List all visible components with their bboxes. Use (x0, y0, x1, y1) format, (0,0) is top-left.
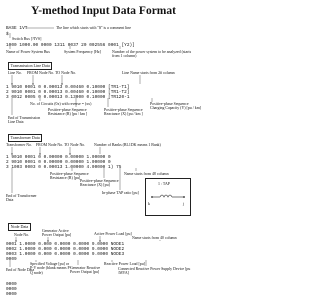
header-line-1: BASE 1VT (6, 26, 28, 31)
footer-line: 0000 (6, 292, 17, 297)
reactive-cap-label: Connected Reactive Power Supply Device [pu /MVA] (118, 267, 191, 276)
transformer-section-header: Transformer Data (8, 134, 42, 142)
footer-line: 0000 (6, 287, 17, 292)
name-of-bus: Name of Power System Bus (6, 50, 50, 54)
transmission-section-header: Transmission Line Data (8, 62, 52, 70)
node-row: 0002 1.0000 0.000 0.0000 0.0000 9.0000 NODE2 (6, 247, 125, 252)
transmission-row: 3 0012 0005 0 0.00013 0.13000 0.10000 [TR120-1 (6, 95, 130, 100)
line-to-label: TO Node No. (55, 71, 77, 75)
node-row: 0003 1.0000 0.000 0.0000 0.0000 9.0000 NODE3 (6, 252, 125, 257)
tf-banks-label: Number of Banks (BL1DK means 1 Bank) (94, 143, 161, 147)
tf-to-label: TO Node No. (64, 143, 86, 147)
tf-no-label: Transformer No. (6, 143, 33, 147)
line-from-label: FROM Node No. (27, 71, 55, 75)
node-row: 0001 1.0000 0.000 0.0000 0.0000 9.0000 NODE1 (6, 242, 125, 247)
end-of-transformer: End of Transformer Data (6, 194, 37, 203)
active-load-label: Active Power Load [pu] (94, 232, 132, 236)
end-of-node: End of Node Data (6, 268, 35, 272)
coil-j-label: j (183, 202, 185, 206)
coil-k-label: k (148, 202, 150, 206)
line-positive-b: Positive-phase Sequence Charging Capacity (Y) [pu / km] (150, 102, 202, 111)
transformer-row: 1 9010 0001 0 0.00000 0.00000 1.00000 0 (6, 155, 111, 160)
line-no-label: Line No. (8, 71, 22, 75)
coil-tap-label: 1 : TAP (158, 182, 170, 186)
transmission-row: 1 9010 0001 0 0.00013 0.00460 0.10000 [TR1-T1] (6, 85, 130, 90)
switch-bus-label: Switch Bus [?IVS] (12, 37, 42, 41)
transformer-row: 2 9010 0001 0 0.00000 0.00000 1.00000 0 (6, 160, 111, 165)
header-record: 1000 1000.00 0000 1311 0037 20 002556 0001 [Y2)] (6, 43, 135, 48)
tf-positive-r: Positive-phase Sequence Resistance (R) [pu] (50, 172, 89, 181)
end-of-transmission: End of Transmission Line Data (8, 116, 41, 125)
system-frequency: System Frequency [Hz] (64, 50, 101, 54)
voltage-spec-label: Specified Voltage [pu] or P-V node (blank means P-Q node) (30, 262, 71, 275)
header-line-2: $ (6, 32, 9, 37)
node-name-note: Name starts from 40 column (132, 236, 177, 240)
tf-name-note: Name starts from 48 column (124, 172, 169, 176)
page-title: Y-method Input Data Format (31, 5, 176, 17)
node-section-header: Node Data (8, 223, 31, 231)
line-positive-x: Positive-phase Sequence Reactance (X) [pu / km ] (104, 108, 143, 117)
gen-active-label: Generator Active Power Output [pu] (42, 229, 72, 238)
tf-tap-label: In-phase TAP ratio [pu] (102, 191, 139, 195)
number-of-systems: Number of the power system to be analyzed (starts from 1 column) (112, 50, 192, 59)
node-no-label: Node No. (14, 233, 30, 237)
gen-reactive-label: Generator Reactive Power Output [pu] (70, 266, 101, 275)
line-name-label: Line Name starts from 2# column (122, 71, 175, 75)
circuit-label: No. of Circuits (0x) with reverse = (xx) (30, 102, 92, 106)
node-row: 0009 (6, 257, 17, 262)
comment-note: The line which starts with "$" is a comment line (56, 26, 132, 30)
transmission-row: 2 9010 0001 0 0.00013 0.00460 0.10000 [TR1-T2] (6, 90, 130, 95)
reactive-load-label: Reactive Power Load [pu] (104, 262, 145, 266)
tf-positive-x: Positive-phase Sequence Reactance (X) [pu] (80, 179, 119, 188)
transformer-row: 3 1003 0003 0 0.00013 1.00000 4.00000 1) 75 (6, 165, 122, 170)
tf-from-label: FROM Node No. (36, 143, 64, 147)
line-positive-r: Positive-phase Sequence Resistance (R) [pu / km ] (48, 108, 88, 117)
footer-line: 0000 (6, 282, 17, 287)
